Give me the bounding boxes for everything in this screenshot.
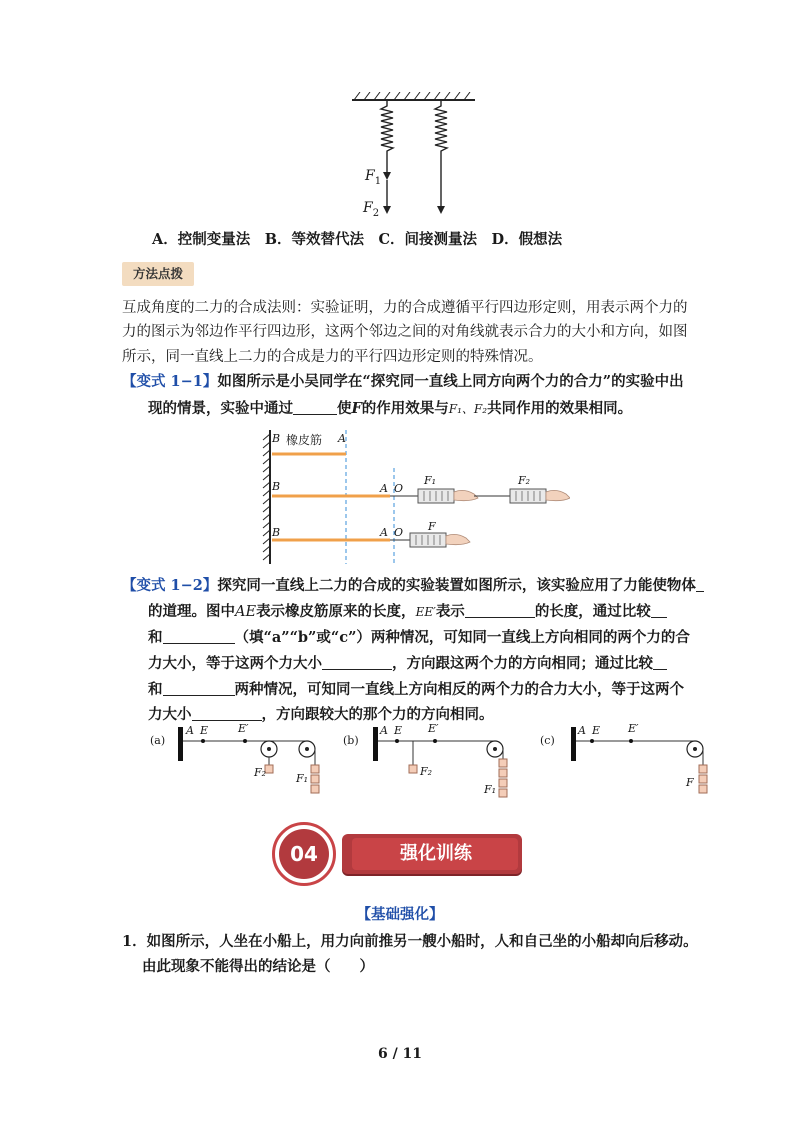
pulley-b-label-e-prime: E′ <box>428 722 439 735</box>
pulley-b-label-a: A <box>380 724 388 737</box>
answer-blank[interactable] <box>163 629 235 644</box>
label-o-row2: O <box>394 482 404 495</box>
answer-blank[interactable] <box>293 400 337 415</box>
pulley-b-label-f2: F₂ <box>420 765 433 778</box>
spring-label-f1: $F_1$ <box>365 168 382 187</box>
method-text-line-2: 力的图示为邻边作平行四边形，这两个邻边之间的对角线就表示合力的大小和方向，如图 <box>122 324 688 340</box>
spring-label-f2: $F_2$ <box>363 200 380 219</box>
label-b-row1: B <box>272 432 281 445</box>
variant-1-2-line-3: 和 （填“a”“b”或“c”）两种情况，可知同一直线上方向相同的两个力的合 <box>148 629 690 646</box>
label-a-row1: A <box>338 432 346 445</box>
rubber-band-figure <box>260 428 570 568</box>
answer-blank[interactable] <box>163 681 235 696</box>
label-o-row3: O <box>394 526 404 539</box>
answer-blank[interactable] <box>653 655 667 670</box>
label-a-row3: A <box>380 526 388 539</box>
method-text-line-1: 互成角度的二力的合成法则：实验证明，力的合成遵循平行四边形定则，用表示两个力的 <box>122 300 688 316</box>
pulley-a-label-f1: F₁ <box>296 772 309 785</box>
answer-options: A．控制变量法 B．等效替代法 C．间接测量法 D．假想法 <box>152 231 563 248</box>
pulley-a-label-a: A <box>186 724 194 737</box>
rubber-band-label: 橡皮筋 <box>286 433 323 447</box>
pulley-c-label-f: F <box>686 776 694 789</box>
method-tag: 方法点拨 <box>122 262 194 286</box>
label-b-row3: B <box>272 526 281 539</box>
variant-1-2-line-2: 的道理。图中AE表示橡皮筋原来的长度，EE′表示 的长度，通过比较 <box>148 600 667 624</box>
pulley-b-label-e: E <box>394 724 403 737</box>
pulley-c-label-e-prime: E′ <box>628 722 639 735</box>
variant-1-1-line-1: 【变式 1−1】如图所示是小吴同学在“探究同一直线上同方向两个力的合力”的实验中出 <box>122 373 684 390</box>
variant-1-2-tag: 【变式 1−2】 <box>122 577 218 594</box>
basic-heading: 【基础强化】 <box>356 906 444 923</box>
pulley-a-label-f2: F₂ <box>254 766 267 779</box>
answer-blank[interactable] <box>465 603 535 618</box>
section-banner <box>272 822 532 886</box>
pulley-a-label-e: E <box>200 724 209 737</box>
pulley-tag-a: (a) <box>150 734 166 747</box>
answer-blank[interactable] <box>192 706 262 721</box>
question-1-line-2: 由此现象不能得出的结论是（ ） <box>142 958 374 975</box>
pulley-tag-b: (b) <box>343 734 359 747</box>
label-f2: F₂ <box>518 474 531 487</box>
pulley-c-label-e: E <box>592 724 601 737</box>
section-title: 强化训练 <box>400 843 472 864</box>
page-number: 6 / 11 <box>377 1046 423 1062</box>
variant-1-2-line-6: 力大小 ，方向跟较大的那个力的方向相同。 <box>148 706 494 723</box>
answer-blank[interactable] <box>696 577 704 592</box>
pulley-tag-c: (c) <box>540 734 555 747</box>
method-text-line-3: 所示，同一直线上二力的合成是力的平行四边形定则的特殊情况。 <box>122 349 543 365</box>
label-a-row2: A <box>380 482 388 495</box>
answer-blank[interactable] <box>322 655 392 670</box>
pulley-a-label-e-prime: E′ <box>238 722 249 735</box>
variant-1-1-tag: 【变式 1−1】 <box>122 373 218 390</box>
label-b-row2: B <box>272 480 281 493</box>
variant-1-2-line-1: 【变式 1−2】探究同一直线上二力的合成的实验装置如图所示，该实验应用了力能使物体 <box>122 574 704 598</box>
pulley-c-label-a: A <box>578 724 586 737</box>
answer-blank[interactable] <box>651 603 667 618</box>
variant-1-2-line-5: 和 两种情况，可知同一直线上方向相反的两个力的合力大小，等于这两个 <box>148 681 684 698</box>
variant-1-1-line-2: 现的情景，实验中通过 使F的作用效果与F₁、F₂共同作用的效果相同。 <box>148 400 633 417</box>
question-1-line-1: 1．如图所示，人坐在小船上，用力向前推另一艘小船时，人和自己坐的小船却向后移动。 <box>122 933 698 950</box>
section-number: 04 <box>279 829 329 879</box>
label-f: F <box>428 520 436 533</box>
label-f1: F₁ <box>424 474 437 487</box>
pulley-b-label-f1: F₁ <box>484 783 497 796</box>
variant-1-2-line-4: 力大小，等于这两个力大小 ，方向跟这两个力的方向相同；通过比较 <box>148 652 667 676</box>
